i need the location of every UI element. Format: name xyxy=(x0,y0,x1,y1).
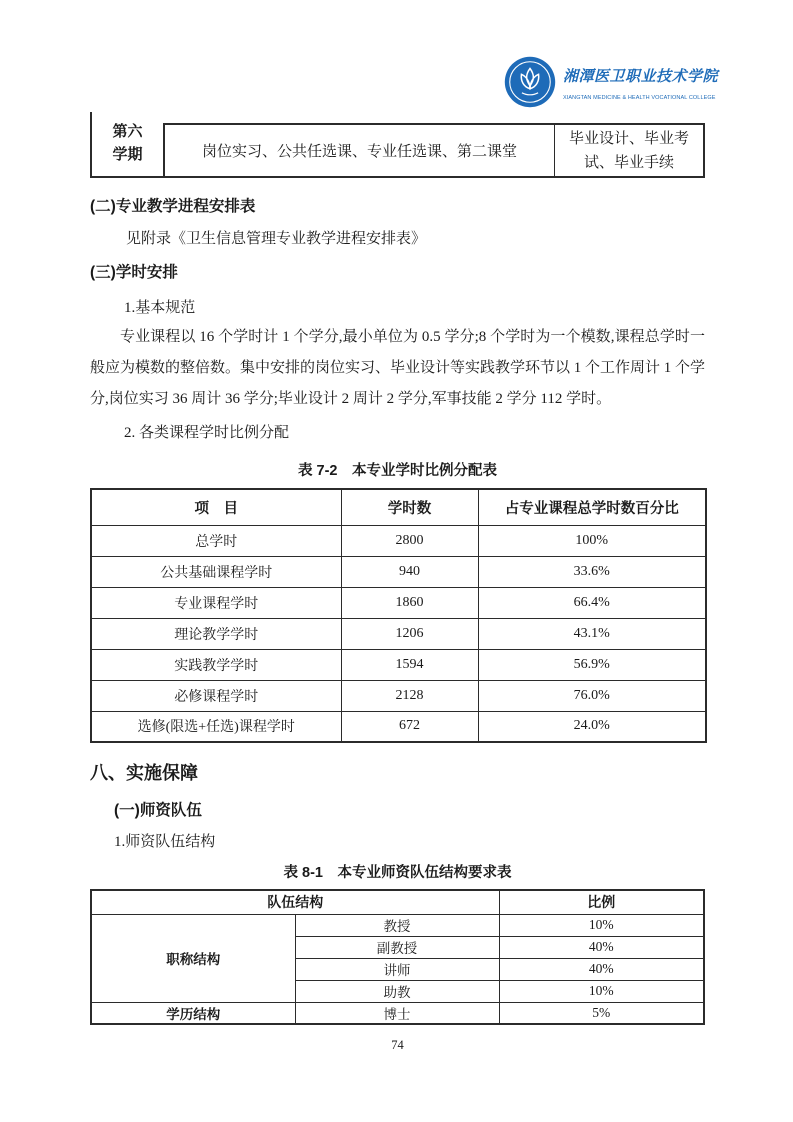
cell-item: 实践教学学时 xyxy=(91,649,341,680)
item-hours-distribution: 2. 各类课程学时比例分配 xyxy=(124,425,290,441)
table-row xyxy=(91,556,706,587)
cell-rank: 副教授 xyxy=(295,936,499,958)
section-3-heading: (三)学时安排 xyxy=(90,264,178,281)
cell-rank: 讲师 xyxy=(295,958,499,980)
cell-ratio: 40% xyxy=(499,958,704,980)
table-row xyxy=(91,711,706,742)
table-header-row xyxy=(91,489,706,525)
table-7-2-caption: 表 7-2 本专业学时比例分配表 xyxy=(298,463,497,479)
cell-group-title: 学历结构 xyxy=(91,1002,295,1024)
cell-item: 总学时 xyxy=(91,525,341,556)
cell-item: 理论教学学时 xyxy=(91,618,341,649)
column-header-hours: 学时数 xyxy=(341,489,478,525)
cell-percentage: 56.9% xyxy=(478,649,706,680)
page-header xyxy=(90,0,719,112)
credit-hours-paragraph: 专业课程以 16 个学时计 1 个学分,最小单位为 0.5 学分;8 个学时为一个模数,课程总学时一般应为模数的整倍数。集中安排的岗位实习、毕业设计等实践教学环节以 1 个工作周计 1 个学分,岗位实习 36 周计 36 学分;毕业设计 2 周计 2 学分,军事技能 2 学分 112 学时。 xyxy=(90,329,706,407)
item-basic-standard: 1.基本规范 xyxy=(124,300,196,316)
item-faculty-structure: 1.师资队伍结构 xyxy=(114,834,216,850)
column-header-structure: 队伍结构 xyxy=(91,890,499,914)
section-2-heading: (二)专业教学进程安排表 xyxy=(90,198,256,215)
cell-percentage: 33.6% xyxy=(478,556,706,587)
college-name-en: XIANGTAN MEDICINE & HEALTH VOCATIONAL COLLEGE xyxy=(563,94,716,101)
semester-label-cell xyxy=(90,112,163,178)
cell-hours: 2800 xyxy=(341,525,478,556)
hours-distribution-table xyxy=(90,488,707,743)
college-logo xyxy=(503,56,719,112)
cell-item: 公共基础课程学时 xyxy=(91,556,341,587)
cell-percentage: 43.1% xyxy=(478,618,706,649)
semester-graduation-cell: 毕业设计、毕业考试、毕业手续 xyxy=(568,130,689,171)
semester-courses-cell: 岗位实习、公共任选课、专业任选课、第二课堂 xyxy=(165,125,555,176)
section-8-heading: 八、实施保障 xyxy=(90,763,198,783)
college-name-zh: 湘潭医卫职业技术学院 xyxy=(563,66,719,85)
table-row xyxy=(91,587,706,618)
table-row xyxy=(91,618,706,649)
cell-ratio: 10% xyxy=(499,914,704,936)
cell-hours: 940 xyxy=(341,556,478,587)
table-header-row xyxy=(91,890,704,914)
cell-ratio: 40% xyxy=(499,936,704,958)
college-logo-text xyxy=(563,65,719,104)
cell-ratio: 5% xyxy=(499,1002,704,1024)
cell-percentage: 76.0% xyxy=(478,680,706,711)
table-row xyxy=(91,1002,704,1024)
semester-table xyxy=(90,112,705,178)
section-8-1-subheading: (一)师资队伍 xyxy=(114,802,202,819)
cell-ratio: 10% xyxy=(499,980,704,1002)
cell-hours: 672 xyxy=(341,711,478,742)
column-header-item: 项 目 xyxy=(91,489,341,525)
cell-percentage: 100% xyxy=(478,525,706,556)
cell-hours: 2128 xyxy=(341,680,478,711)
column-header-ratio: 比例 xyxy=(499,890,704,914)
page-number: 74 xyxy=(391,1038,404,1052)
cell-rank: 助教 xyxy=(295,980,499,1002)
appendix-note: 见附录《卫生信息管理专业教学进程安排表》 xyxy=(126,231,427,247)
table-row xyxy=(91,525,706,556)
cell-item: 专业课程学时 xyxy=(91,587,341,618)
cell-group-title: 职称结构 xyxy=(91,914,295,1002)
cell-hours: 1206 xyxy=(341,618,478,649)
cell-rank: 博士 xyxy=(295,1002,499,1024)
cell-item: 必修课程学时 xyxy=(91,680,341,711)
cell-percentage: 66.4% xyxy=(478,587,706,618)
cell-hours: 1594 xyxy=(341,649,478,680)
column-header-percentage: 占专业课程总学时数百分比 xyxy=(478,489,706,525)
semester-table-body xyxy=(163,123,705,178)
table-row xyxy=(91,649,706,680)
college-emblem-icon xyxy=(503,55,557,114)
table-8-1-caption: 表 8-1 本专业师资队伍结构要求表 xyxy=(283,865,512,881)
table-row xyxy=(91,680,706,711)
cell-item: 选修(限选+任选)课程学时 xyxy=(91,711,341,742)
cell-hours: 1860 xyxy=(341,587,478,618)
table-row xyxy=(91,914,704,936)
semester-label: 第六学期 xyxy=(112,123,143,163)
cell-percentage: 24.0% xyxy=(478,711,706,742)
cell-rank: 教授 xyxy=(295,914,499,936)
faculty-structure-table xyxy=(90,889,705,1025)
